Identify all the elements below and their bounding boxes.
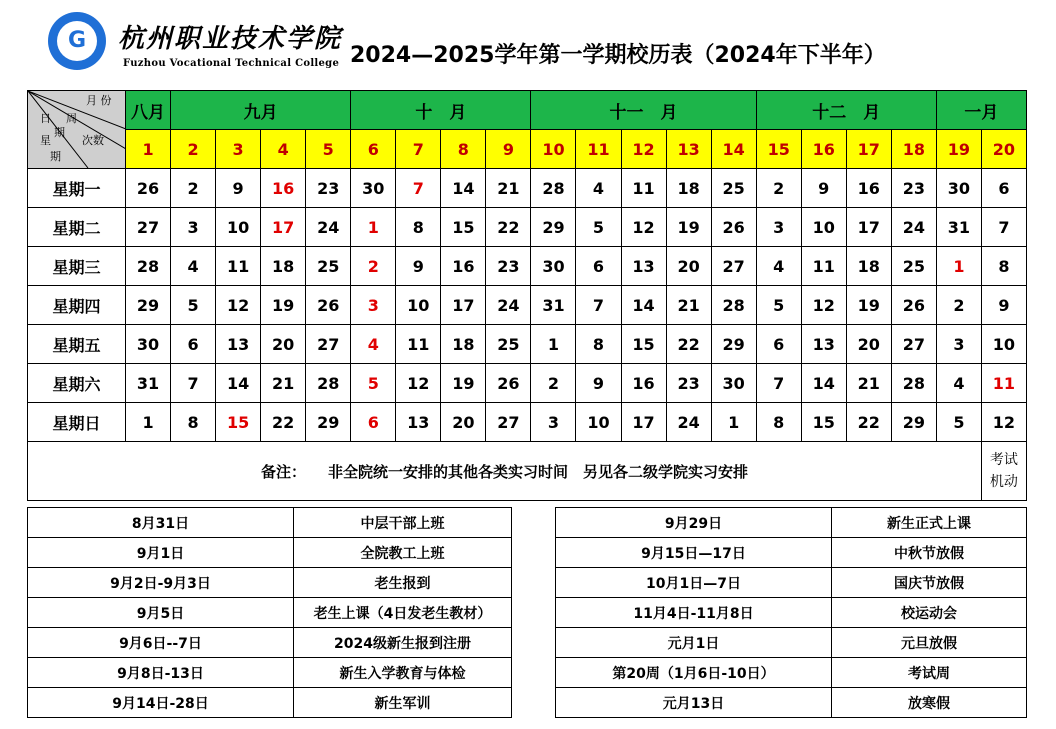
- event-name: 元旦放假: [832, 628, 1027, 658]
- week-number-cell: 7: [396, 130, 441, 169]
- month-header-cell: 八月: [126, 91, 171, 130]
- month-header-cell: 十一 月: [531, 91, 756, 130]
- date-cell: 28: [711, 286, 756, 325]
- date-cell: 23: [486, 247, 531, 286]
- date-cell: 31: [531, 286, 576, 325]
- date-cell: 23: [891, 169, 936, 208]
- date-cell: 7: [981, 208, 1026, 247]
- date-cell: 6: [351, 403, 396, 442]
- date-cell: 1: [936, 247, 981, 286]
- date-cell: 16: [441, 247, 486, 286]
- date-cell: 28: [306, 364, 351, 403]
- week-number-cell: 8: [441, 130, 486, 169]
- event-name: 老生报到: [294, 568, 512, 598]
- event-date: 9月14日-28日: [28, 688, 294, 718]
- event-spacer: [512, 538, 556, 568]
- date-cell: 21: [486, 169, 531, 208]
- month-header-row: [28, 91, 1027, 130]
- date-cell: 19: [666, 208, 711, 247]
- date-cell: 27: [306, 325, 351, 364]
- date-cell: 2: [756, 169, 801, 208]
- weekday-row: [28, 247, 1027, 286]
- date-cell: 20: [261, 325, 306, 364]
- date-cell: 22: [846, 403, 891, 442]
- date-cell: 3: [351, 286, 396, 325]
- week-number-cell: 4: [261, 130, 306, 169]
- date-cell: 13: [621, 247, 666, 286]
- date-cell: 4: [171, 247, 216, 286]
- date-cell: 11: [396, 325, 441, 364]
- week-number-cell: 12: [621, 130, 666, 169]
- date-cell: 7: [171, 364, 216, 403]
- month-header-cell: 十二 月: [756, 91, 936, 130]
- date-cell: 26: [126, 169, 171, 208]
- event-date: 元月13日: [556, 688, 832, 718]
- date-cell: 17: [846, 208, 891, 247]
- event-spacer: [512, 628, 556, 658]
- event-row: [28, 508, 1027, 538]
- weekday-label: 星期四: [28, 286, 126, 325]
- week-number-cell: 6: [351, 130, 396, 169]
- date-cell: 4: [756, 247, 801, 286]
- date-cell: 4: [936, 364, 981, 403]
- date-cell: 10: [981, 325, 1026, 364]
- date-cell: 11: [216, 247, 261, 286]
- week-number-cell: 17: [846, 130, 891, 169]
- date-cell: 27: [486, 403, 531, 442]
- date-cell: 8: [396, 208, 441, 247]
- date-cell: 27: [891, 325, 936, 364]
- date-cell: 2: [171, 169, 216, 208]
- date-cell: 25: [306, 247, 351, 286]
- date-cell: 30: [126, 325, 171, 364]
- date-cell: 1: [531, 325, 576, 364]
- week-number-cell: 9: [486, 130, 531, 169]
- date-cell: 16: [621, 364, 666, 403]
- date-cell: 29: [711, 325, 756, 364]
- date-cell: 3: [936, 325, 981, 364]
- date-cell: 23: [306, 169, 351, 208]
- event-date: 9月2日-9月3日: [28, 568, 294, 598]
- date-cell: 4: [576, 169, 621, 208]
- date-cell: 14: [216, 364, 261, 403]
- event-date: 9月8日-13日: [28, 658, 294, 688]
- corner-label-period: 期: [54, 126, 65, 139]
- date-cell: 19: [441, 364, 486, 403]
- weekday-label: 星期三: [28, 247, 126, 286]
- corner-label-xing: 星: [40, 134, 51, 147]
- event-spacer: [512, 568, 556, 598]
- event-date: 9月5日: [28, 598, 294, 628]
- note-cell: [28, 442, 982, 501]
- date-cell: 20: [441, 403, 486, 442]
- event-date: 9月1日: [28, 538, 294, 568]
- event-name: 新生入学教育与体检: [294, 658, 512, 688]
- date-cell: 29: [891, 403, 936, 442]
- date-cell: 6: [981, 169, 1026, 208]
- event-name: 中秋节放假: [832, 538, 1027, 568]
- date-cell: 9: [801, 169, 846, 208]
- date-cell: 29: [531, 208, 576, 247]
- corner-label-month: 月 份: [86, 94, 112, 107]
- date-cell: 9: [396, 247, 441, 286]
- date-cell: 30: [711, 364, 756, 403]
- date-cell: 9: [981, 286, 1026, 325]
- date-cell: 22: [666, 325, 711, 364]
- corner-label-week: 周: [66, 112, 77, 125]
- weekday-label: 星期五: [28, 325, 126, 364]
- week-number-cell: 10: [531, 130, 576, 169]
- date-cell: 26: [891, 286, 936, 325]
- event-name: 校运动会: [832, 598, 1027, 628]
- month-header-cell: 九月: [171, 91, 351, 130]
- date-cell: 1: [351, 208, 396, 247]
- date-cell: 8: [576, 325, 621, 364]
- date-cell: 24: [306, 208, 351, 247]
- date-cell: 28: [531, 169, 576, 208]
- date-cell: 6: [576, 247, 621, 286]
- corner-label-date: 日: [40, 112, 51, 125]
- date-cell: 13: [396, 403, 441, 442]
- date-cell: 10: [576, 403, 621, 442]
- date-cell: 18: [261, 247, 306, 286]
- college-logo-icon: G: [48, 12, 106, 70]
- month-header-cell: 一月: [936, 91, 1026, 130]
- date-cell: 19: [261, 286, 306, 325]
- date-cell: 8: [171, 403, 216, 442]
- event-name: 中层干部上班: [294, 508, 512, 538]
- note-row: [28, 442, 1027, 501]
- date-cell: 12: [216, 286, 261, 325]
- date-cell: 22: [486, 208, 531, 247]
- weekday-row: [28, 286, 1027, 325]
- date-cell: 9: [216, 169, 261, 208]
- week-number-cell: 19: [936, 130, 981, 169]
- weekday-label: 星期六: [28, 364, 126, 403]
- event-row: [28, 598, 1027, 628]
- week-number-cell: 14: [711, 130, 756, 169]
- date-cell: 30: [351, 169, 396, 208]
- date-cell: 27: [126, 208, 171, 247]
- date-cell: 16: [846, 169, 891, 208]
- date-cell: 18: [846, 247, 891, 286]
- event-date: 10月1日—7日: [556, 568, 832, 598]
- weekday-row: [28, 325, 1027, 364]
- date-cell: 7: [576, 286, 621, 325]
- date-cell: 14: [441, 169, 486, 208]
- date-cell: 25: [711, 169, 756, 208]
- date-cell: 2: [531, 364, 576, 403]
- week-number-cell: 3: [216, 130, 261, 169]
- event-date: 9月15日—17日: [556, 538, 832, 568]
- event-row: [28, 568, 1027, 598]
- event-date: 9月29日: [556, 508, 832, 538]
- date-cell: 20: [666, 247, 711, 286]
- corner-label-qi: 期: [50, 150, 61, 163]
- date-cell: 21: [846, 364, 891, 403]
- date-cell: 10: [801, 208, 846, 247]
- date-cell: 24: [486, 286, 531, 325]
- event-name: 全院教工上班: [294, 538, 512, 568]
- date-cell: 19: [846, 286, 891, 325]
- event-name: 考试周: [832, 658, 1027, 688]
- month-header-cell: 十 月: [351, 91, 531, 130]
- date-cell: 29: [126, 286, 171, 325]
- date-cell: 25: [891, 247, 936, 286]
- date-cell: 3: [171, 208, 216, 247]
- date-cell: 5: [756, 286, 801, 325]
- date-cell: 15: [621, 325, 666, 364]
- event-name: 国庆节放假: [832, 568, 1027, 598]
- event-row: [28, 688, 1027, 718]
- date-cell: 4: [351, 325, 396, 364]
- date-cell: 2: [351, 247, 396, 286]
- date-cell: 11: [981, 364, 1026, 403]
- week-number-cell: 11: [576, 130, 621, 169]
- date-cell: 16: [261, 169, 306, 208]
- date-cell: 9: [576, 364, 621, 403]
- event-spacer: [512, 688, 556, 718]
- event-spacer: [512, 508, 556, 538]
- date-cell: 12: [801, 286, 846, 325]
- date-cell: 18: [441, 325, 486, 364]
- date-cell: 17: [441, 286, 486, 325]
- date-cell: 8: [756, 403, 801, 442]
- event-name: 放寒假: [832, 688, 1027, 718]
- note-side-line-1: 考试: [989, 452, 1018, 468]
- date-cell: 20: [846, 325, 891, 364]
- date-cell: 13: [801, 325, 846, 364]
- note-side-line-2: 机动: [989, 474, 1018, 490]
- date-cell: 26: [711, 208, 756, 247]
- week-number-cell: 1: [126, 130, 171, 169]
- weekday-row: [28, 169, 1027, 208]
- date-cell: 22: [261, 403, 306, 442]
- college-name-en: Fuzhou Vocational Technical College: [123, 58, 340, 69]
- date-cell: 14: [621, 286, 666, 325]
- date-cell: 7: [756, 364, 801, 403]
- calendar-table: [27, 90, 1027, 501]
- date-cell: 1: [711, 403, 756, 442]
- date-cell: 18: [666, 169, 711, 208]
- date-cell: 24: [666, 403, 711, 442]
- event-name: 老生上课（4日发老生教材）: [294, 598, 512, 628]
- date-cell: 12: [621, 208, 666, 247]
- week-number-cell: 18: [891, 130, 936, 169]
- page-title: 2024—2025学年第一学期校历表（2024年下半年）: [350, 43, 886, 68]
- week-number-cell: 15: [756, 130, 801, 169]
- week-number-cell: 16: [801, 130, 846, 169]
- date-cell: 21: [261, 364, 306, 403]
- date-cell: 5: [351, 364, 396, 403]
- page-header: [0, 0, 1056, 88]
- date-cell: 27: [711, 247, 756, 286]
- date-cell: 17: [261, 208, 306, 247]
- event-name: 新生军训: [294, 688, 512, 718]
- date-cell: 5: [171, 286, 216, 325]
- date-cell: 30: [936, 169, 981, 208]
- date-cell: 10: [396, 286, 441, 325]
- date-cell: 3: [756, 208, 801, 247]
- events-table: [27, 507, 1027, 718]
- event-spacer: [512, 658, 556, 688]
- date-cell: 6: [171, 325, 216, 364]
- date-cell: 10: [216, 208, 261, 247]
- note-label: 备注：: [260, 462, 306, 481]
- event-row: [28, 658, 1027, 688]
- date-cell: 21: [666, 286, 711, 325]
- weekday-label: 星期日: [28, 403, 126, 442]
- date-cell: 17: [621, 403, 666, 442]
- week-number-cell: 20: [981, 130, 1026, 169]
- date-cell: 29: [306, 403, 351, 442]
- table-corner-cell: [28, 91, 126, 169]
- date-cell: 11: [801, 247, 846, 286]
- weekday-label: 星期一: [28, 169, 126, 208]
- date-cell: 23: [666, 364, 711, 403]
- date-cell: 28: [891, 364, 936, 403]
- date-cell: 8: [981, 247, 1026, 286]
- event-row: [28, 628, 1027, 658]
- event-row: [28, 538, 1027, 568]
- event-date: 第20周（1月6日-10日）: [556, 658, 832, 688]
- date-cell: 25: [486, 325, 531, 364]
- weekday-row: [28, 364, 1027, 403]
- weekday-row: [28, 208, 1027, 247]
- note-text: 非全院统一安排的其他各类实习时间 另见各二级学院实习安排: [327, 462, 748, 481]
- event-name: 2024级新生报到注册: [294, 628, 512, 658]
- date-cell: 1: [126, 403, 171, 442]
- date-cell: 2: [936, 286, 981, 325]
- date-cell: 11: [621, 169, 666, 208]
- event-date: 9月6日--7日: [28, 628, 294, 658]
- date-cell: 5: [576, 208, 621, 247]
- date-cell: 7: [396, 169, 441, 208]
- date-cell: 15: [216, 403, 261, 442]
- date-cell: 12: [396, 364, 441, 403]
- date-cell: 14: [801, 364, 846, 403]
- date-cell: 24: [891, 208, 936, 247]
- week-number-row: [28, 130, 1027, 169]
- week-number-cell: 5: [306, 130, 351, 169]
- event-date: 11月4日-11月8日: [556, 598, 832, 628]
- date-cell: 5: [936, 403, 981, 442]
- date-cell: 6: [756, 325, 801, 364]
- event-date: 8月31日: [28, 508, 294, 538]
- event-date: 元月1日: [556, 628, 832, 658]
- date-cell: 28: [126, 247, 171, 286]
- date-cell: 12: [981, 403, 1026, 442]
- date-cell: 15: [441, 208, 486, 247]
- date-cell: 31: [126, 364, 171, 403]
- event-spacer: [512, 598, 556, 628]
- weekday-label: 星期二: [28, 208, 126, 247]
- week-number-cell: 13: [666, 130, 711, 169]
- date-cell: 26: [306, 286, 351, 325]
- date-cell: 13: [216, 325, 261, 364]
- date-cell: 30: [531, 247, 576, 286]
- corner-label-count: 次数: [82, 134, 104, 147]
- date-cell: 31: [936, 208, 981, 247]
- weekday-row: [28, 403, 1027, 442]
- week-number-cell: 2: [171, 130, 216, 169]
- date-cell: 15: [801, 403, 846, 442]
- note-side-cell: [981, 442, 1026, 501]
- date-cell: 26: [486, 364, 531, 403]
- event-name: 新生正式上课: [832, 508, 1027, 538]
- date-cell: 3: [531, 403, 576, 442]
- college-name-cn: 杭州职业技术学院: [118, 24, 343, 54]
